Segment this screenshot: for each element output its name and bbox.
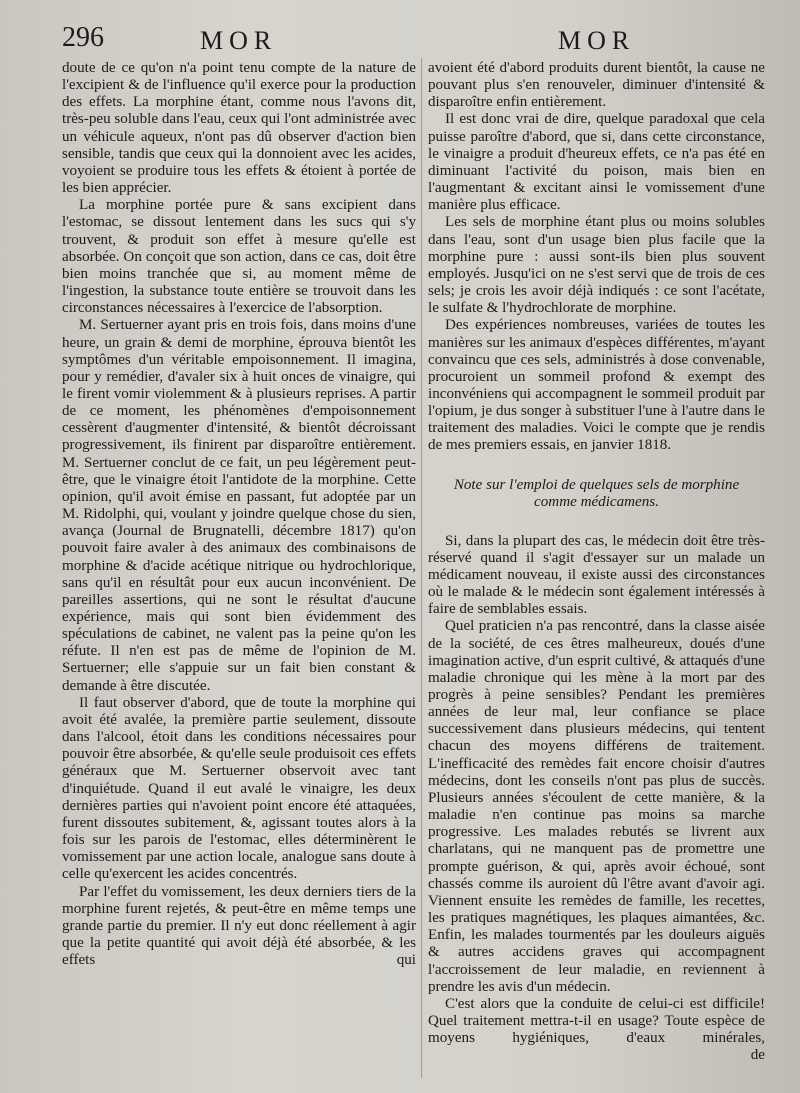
column-divider — [421, 58, 422, 1078]
left-column — [62, 60, 416, 969]
paragraph: Des expériences nombreuses, variées de toutes les manières sur les animaux d'espèces différentes, m'ayant convaincu que ces sels, administrés à dose convenable, procuroient un sommeil profond & exempt des inconvéniens qui accompagnent le sommeil produit par l'opium, je dus songer à substituer l'une à l'autre dans le traitement des maladies. Voici le compte que je rendis de mes premiers essais, en janvier 1818. — [428, 317, 765, 454]
page-number: 296 — [62, 22, 104, 53]
paragraph: Il est donc vrai de dire, quelque paradoxal que cela puisse paroître d'abord, que si, dans cette circonstance, le vinaigre a produit d'heureux effets, ce n'a pas été en diminuant l'activité du poison, mais bien en l'augmentant & excitant ainsi le vomissement d'une manière plus efficace. — [428, 111, 765, 214]
paragraph: Par l'effet du vomissement, les deux derniers tiers de la morphine furent rejetés, & peut-être en même temps une grande partie du premier. Il n'y eut donc réellement à agir que la petite quantité qui avoit déjà été absorbée, & les effets qui — [62, 883, 416, 969]
paragraph: M. Sertuerner ayant pris en trois fois, dans moins d'une heure, un grain & demi de morphine, éprouva bientôt les symptômes d'un véritable empoisonnement. Il imagina, pour y remédier, d'avaler six à huit onces de vinaigre, qui le firent vomir violemment & à plusieurs reprises. A partir de ce moment, les phénomènes d'empoisonnement cessèrent d'augmenter d'intensité, & bientôt décroissant progressivement, ils finirent par disparoître entièrement. M. Sertuerner conclut de ce fait, un peu légèrement peut-être, que le vinaigre étoit l'antidote de la morphine. Cette opinion, qu'il avoit émise en passant, fut adoptée par un M. Ridolphi, qui, voulant y joindre quelque chose du sien, avança (Journal de Brugnatelli, décembre 1817) qu'on pouvoit faire avaler à des animaux des combinaisons de morphine & d'acide acétique nitrique ou hydrochlorique, sans qu'il en résultât pour eux aucun inconvénient. De pareilles assertions, qui ne sont le résultat d'aucune expérience, mais qui sont bien évidemment des spéculations de cabinet, ne valent pas la peine qu'on les réfute. Il n'en est pas de même de l'opinion de M. Sertuerner; elle s'appuie sur un fait bien constant & demande à être discutée. — [62, 317, 416, 694]
section-heading-line: Note sur l'emploi de quelques sels de morphine — [453, 476, 740, 493]
paragraph: Si, dans la plupart des cas, le médecin doit être très-réservé quand il s'agit d'essayer sur un malade un médicament nouveau, il existe aussi des circonstances où le malade & le médecin sont également intéressés à faire de semblables essais. — [428, 532, 765, 618]
paragraph: Quel praticien n'a pas rencontré, dans la classe aisée de la société, de ces êtres malheureux, doués d'une imagination active, d'un esprit cultivé, & attaqués d'une maladie chronique qui les mène à la mort par des progrès à peine sensibles? Pendant les premières années de leur mal, leur confiance se place successivement dans plusieurs médecins, qui tentent chacun des moyens différens de traitement. L'inefficacité des remèdes fait encore choisir d'autres médecins, dont les conseils n'ont pas plus de succès. Plusieurs années s'écoulent de cette manière, & la maladie n'en continue pas moins sa marche progressive. Les malades rebutés se livrent aux charlatans, qui ne manquent pas de promettre une prompte guérison, & qui, après avoir échoué, sont chassés comme ils auroient dû l'être avant d'avoir agi. Viennent ensuite les remèdes de famille, les recettes, les pratiques magnétiques, les plaques aimantées, &c. Enfin, les malades tourmentés par les douleurs aiguës & autres accidens graves qui accompagnent l'accroissement de leur maladie, en reviennent à prendre les avis d'un médecin. — [428, 618, 765, 995]
paragraph: Il faut observer d'abord, que de toute la morphine qui avoit été avalée, la première partie seulement, dissoute dans l'alcool, étoit dans les conditions nécessaires pour pouvoir être absorbée, & qu'elle seule produisoit ces effets généraux que M. Sertuerner observoit avec tant d'inquiétude. Quand il eut avalé le vinaigre, les deux dernières parties qui n'avoient point encore été attaquées, furent dissoutes subitement, &, agissant toutes alors à la fois sur les parois de l'estomac, elles déterminèrent le vomissement par une action locale, analogue sans doute à celle qu'exercent les acides concentrés. — [62, 694, 416, 883]
header-title-right: MOR — [558, 26, 636, 55]
section-heading-line: comme médicamens. — [534, 493, 659, 510]
paragraph: C'est alors que la conduite de celui-ci est difficile! Quel traitement mettra-t-il en usage? Toute espèce de moyens hygiéniques, d'eaux minérales, — [428, 995, 765, 1047]
paragraph: doute de ce qu'on n'a point tenu compte de la nature de l'excipient & de l'influence qu'il exerce pour la production des effets. La morphine étant, comme nous l'avons dit, très-peu soluble dans l'eau, ceux qui l'ont administrée avec un véhicule aqueux, n'ont pas dû observer d'action bien sensible, tandis que ceux qui la donnoient avec les acides, voyoient se produire tous les effets & étoient à portée de les bien apprécier. — [62, 60, 416, 197]
paragraph: Les sels de morphine étant plus ou moins solubles dans l'eau, sont d'un usage bien plus facile que la morphine pure : aussi sont-ils bien plus souvent employés. Jusqu'ici on ne s'est servi que de trois de ces sels; je crois les avoir déjà indiqués : ce sont l'acétate, le sulfate & l'hydrochlorate de morphine. — [428, 214, 765, 317]
header-title-left: MOR — [200, 26, 278, 55]
catchword: de — [750, 1047, 765, 1064]
paragraph: avoient été d'abord produits durent bientôt, la cause ne pouvant plus s'en renouveler, diminuer d'intensité & disparoître enfin entièrement. — [428, 60, 765, 111]
paragraph: La morphine portée pure & sans excipient dans l'estomac, se dissout lentement dans les sucs qui s'y trouvent, & produit son effet à mesure qu'elle est absorbée. On conçoit que son action, dans ce cas, doit être bien moins tranchée que si, au moment même de l'ingestion, la substance toute entière se trouvoit dans les circonstances nécessaires à l'exercice de l'absorption. — [62, 197, 416, 317]
running-header — [0, 22, 800, 62]
right-column — [428, 60, 765, 1064]
section-heading — [428, 477, 765, 511]
